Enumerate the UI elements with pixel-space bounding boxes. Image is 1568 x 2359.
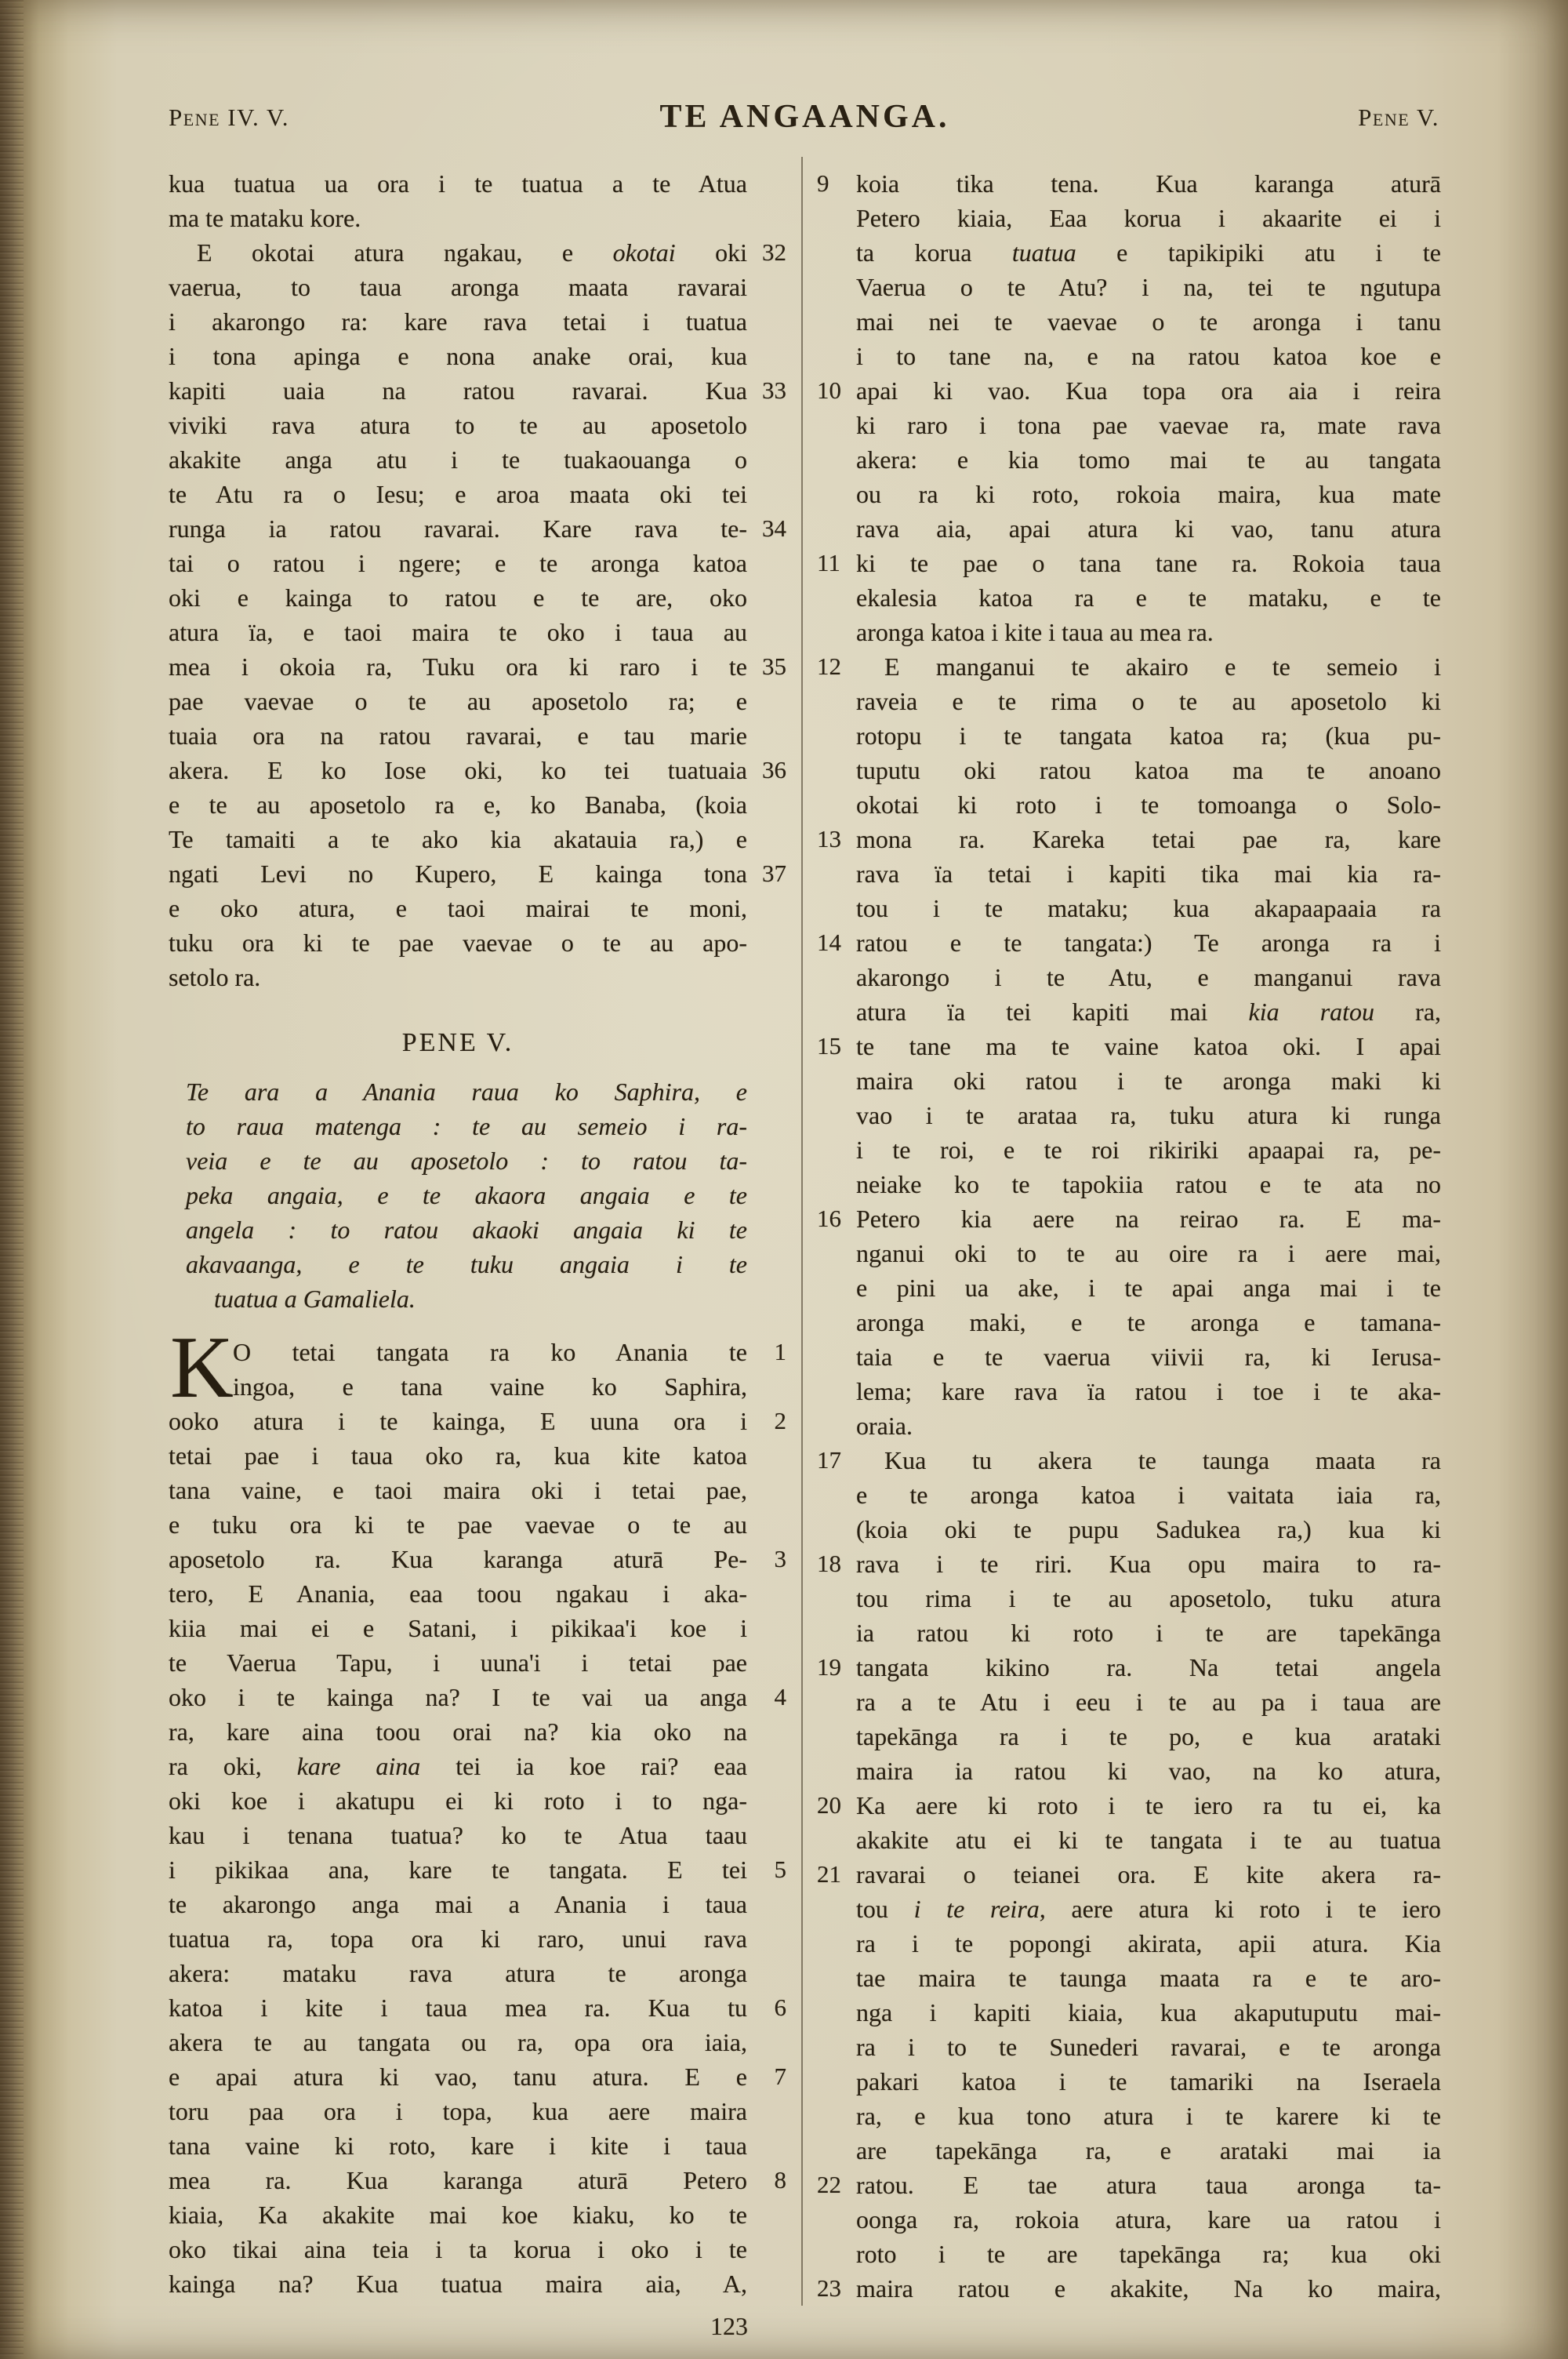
text-line bbox=[169, 1645, 788, 1680]
line-text: te tane ma te vaine katoa oki. I apai bbox=[856, 1032, 1441, 1060]
page-number: 123 bbox=[710, 2312, 748, 2340]
line-text: tuputu oki ratou katoa ma te anoano bbox=[856, 756, 1441, 784]
line-text: akavaanga, e te tuku angaia i te bbox=[186, 1250, 747, 1278]
line-text: veia e te au aposetolo : to ratou ta- bbox=[186, 1147, 747, 1175]
chapter-text-block bbox=[169, 1319, 788, 2301]
line-text: ratou e te tangata:) Te aronga ra i bbox=[856, 929, 1441, 957]
line-text: koia tika tena. Kua karanga aturā bbox=[856, 169, 1441, 198]
line-text: oraia. bbox=[856, 1412, 913, 1440]
line-text: rava i te riri. Kua opu maira to ra- bbox=[856, 1550, 1441, 1578]
line-text: are tapekānga ra, e arataki mai ia bbox=[856, 2136, 1441, 2165]
text-line bbox=[169, 2266, 788, 2301]
text-line bbox=[815, 1857, 1441, 1892]
text-line bbox=[169, 1281, 788, 1316]
text-line bbox=[169, 1680, 788, 1714]
text-line bbox=[815, 787, 1441, 822]
line-text: mea i okoia ra, Tuku ora ki raro i te bbox=[169, 652, 747, 681]
line-text: tuatua a Gamaliela. bbox=[214, 1285, 416, 1313]
verse-number: 17 bbox=[817, 1446, 841, 1474]
line-text: pae vaevae o te au aposetolo ra; e bbox=[169, 687, 747, 715]
text-line bbox=[815, 1512, 1441, 1547]
line-text: ravarai o teianei ora. E kite akera ra- bbox=[856, 1860, 1441, 1888]
verse-number: 11 bbox=[817, 549, 840, 576]
text-line bbox=[169, 304, 788, 339]
line-text: ekalesia katoa ra e te mataku, e te bbox=[856, 583, 1441, 612]
text-line bbox=[815, 960, 1441, 994]
text-line bbox=[169, 1438, 788, 1473]
text-line bbox=[169, 615, 788, 649]
line-text: vao i te arataa ra, tuku atura ki runga bbox=[856, 1101, 1441, 1129]
text-line bbox=[815, 1374, 1441, 1408]
text-line bbox=[169, 2197, 788, 2232]
line-text: peka angaia, e te akaora angaia e te bbox=[186, 1181, 747, 1209]
text-line bbox=[169, 1818, 788, 1852]
text-line bbox=[815, 270, 1441, 304]
line-text: ou ra ki roto, rokoia maira, kua mate bbox=[856, 480, 1441, 508]
line-text: i te roi, e te roi rikiriki apaapai ra, pe- bbox=[856, 1136, 1441, 1164]
line-text: katoa i kite i taua mea ra. Kua tu bbox=[169, 1994, 747, 2022]
line-text: roto i te are tapekānga ra; kua oki bbox=[856, 2240, 1441, 2268]
line-text: mai nei te vaevae o te aronga i tanu bbox=[856, 307, 1441, 336]
line-text: oko i te kainga na? I te vai ua anga bbox=[169, 1683, 747, 1711]
line-text: tana vaine ki roto, kare i kite i taua bbox=[169, 2132, 747, 2160]
text-line bbox=[815, 1270, 1441, 1305]
line-text: kapiti uaia na ratou ravarai. Kua bbox=[169, 376, 747, 405]
line-text: e oko atura, e taoi mairai te moni, bbox=[169, 894, 747, 922]
line-text: O tetai tangata ra ko Anania te bbox=[233, 1338, 747, 1366]
line-text: kainga na? Kua tuatua maira aia, A, bbox=[169, 2270, 747, 2298]
line-text: ngati Levi no Kupero, E kainga tona bbox=[169, 860, 747, 888]
text-line bbox=[815, 1754, 1441, 1788]
text-line bbox=[815, 477, 1441, 511]
verse-number: 12 bbox=[817, 652, 841, 680]
text-line bbox=[169, 1887, 788, 1921]
text-block bbox=[169, 166, 788, 235]
chapter-summary bbox=[169, 1074, 788, 1316]
text-line bbox=[815, 1650, 1441, 1685]
line-text: e pini ua ake, i te apai anga mai i te bbox=[856, 1274, 1441, 1302]
line-text: ratou. E tae atura taua aronga ta- bbox=[856, 2171, 1441, 2199]
line-text: Te tamaiti a te ako kia akatauia ra,) e bbox=[169, 825, 747, 853]
text-line bbox=[815, 684, 1441, 718]
text-line bbox=[815, 1201, 1441, 1236]
line-text: Ka aere ki roto i te iero ra tu ei, ka bbox=[856, 1791, 1441, 1819]
line-text: akarongo i te Atu, e manganui rava bbox=[856, 963, 1441, 991]
line-text: e te au aposetolo ra e, ko Banaba, (koia bbox=[169, 791, 747, 819]
text-line bbox=[169, 2094, 788, 2128]
text-line bbox=[169, 960, 788, 994]
text-line bbox=[169, 339, 788, 373]
line-text: nganui oki to te au oire ra i aere mai, bbox=[856, 1239, 1441, 1267]
line-text: neiake ko te tapokiia ratou e te ata no bbox=[856, 1170, 1441, 1198]
text-line bbox=[815, 2237, 1441, 2271]
text-line bbox=[815, 1063, 1441, 1098]
verse-number: 9 bbox=[817, 169, 829, 197]
line-text: ki raro i tona pae vaevae ra, mate rava bbox=[856, 411, 1441, 439]
text-line bbox=[169, 1542, 788, 1576]
text-line bbox=[169, 1990, 788, 2025]
line-text: maira ia ratou ki vao, na ko atura, bbox=[856, 1757, 1441, 1785]
text-line bbox=[815, 753, 1441, 787]
text-line bbox=[169, 1074, 788, 1109]
line-text: tero, E Anania, eaa toou ngakau i aka- bbox=[169, 1579, 747, 1608]
text-line bbox=[169, 822, 788, 856]
line-text: nga i kapiti kiaia, kua akaputuputu mai- bbox=[856, 1998, 1441, 2026]
text-line bbox=[169, 1212, 788, 1247]
line-text: ma te mataku kore. bbox=[169, 204, 361, 232]
running-head bbox=[169, 91, 1441, 133]
text-line bbox=[815, 1098, 1441, 1132]
text-line bbox=[815, 2202, 1441, 2237]
text-line bbox=[815, 235, 1441, 270]
text-line bbox=[169, 925, 788, 960]
verse-number: 34 bbox=[762, 514, 786, 542]
text-line bbox=[169, 1143, 788, 1178]
line-text: akera: e kia tomo mai te au tangata bbox=[856, 445, 1441, 474]
line-text: ingoa, e tana vaine ko Saphira, bbox=[233, 1372, 747, 1401]
line-text: lema; kare rava ïa ratou i toe i te aka- bbox=[856, 1377, 1441, 1405]
line-text: aronga maki, e te aronga e tamana- bbox=[856, 1308, 1441, 1336]
line-text: aronga katoa i kite i taua au mea ra. bbox=[856, 618, 1214, 646]
text-line bbox=[815, 649, 1441, 684]
verse-number: 22 bbox=[817, 2171, 841, 2198]
text-line bbox=[169, 787, 788, 822]
line-text: tou rima i te au aposetolo, tuku atura bbox=[856, 1584, 1441, 1612]
text-line bbox=[169, 1507, 788, 1542]
line-text: maira oki ratou i te aronga maki ki bbox=[856, 1067, 1441, 1095]
line-text: ra i te popongi akirata, apii atura. Kia bbox=[856, 1929, 1441, 1957]
text-line bbox=[815, 304, 1441, 339]
text-line bbox=[169, 1783, 788, 1818]
verse-number: 21 bbox=[817, 1860, 841, 1888]
line-text: tuku ora ki te pae vaevae o te au apo- bbox=[169, 929, 747, 957]
text-line bbox=[169, 1576, 788, 1611]
line-text: e tuku ora ki te pae vaevae o te au bbox=[169, 1510, 747, 1539]
line-text: kiaia, Ka akakite mai koe kiaku, ko te bbox=[169, 2201, 747, 2229]
text-block bbox=[169, 235, 788, 994]
line-text: ra, e kua tono atura i te karere ki te bbox=[856, 2102, 1441, 2130]
text-line bbox=[815, 2099, 1441, 2133]
text-line bbox=[169, 201, 788, 235]
line-text: mea ra. Kua karanga aturā Petero bbox=[169, 2166, 747, 2194]
text-line bbox=[169, 1404, 788, 1438]
text-line bbox=[815, 822, 1441, 856]
text-line bbox=[815, 856, 1441, 891]
text-line bbox=[815, 1408, 1441, 1443]
text-line bbox=[169, 1921, 788, 1956]
verse-number: 36 bbox=[762, 756, 786, 783]
text-line bbox=[169, 684, 788, 718]
line-text: angela : to ratou akaoki angaia ki te bbox=[186, 1216, 747, 1244]
line-text: akakite atu ei ki te tangata i te au tuatua bbox=[856, 1826, 1441, 1854]
text-line bbox=[815, 408, 1441, 442]
line-text: setolo ra. bbox=[169, 963, 261, 991]
line-text: ra i to te Sunederi ravarai, e te aronga bbox=[856, 2033, 1441, 2061]
verse-number: 16 bbox=[817, 1205, 841, 1232]
text-line bbox=[169, 2025, 788, 2059]
text-line bbox=[815, 1443, 1441, 1478]
verse-number: 2 bbox=[774, 1407, 786, 1434]
text-line bbox=[169, 1369, 788, 1404]
text-line bbox=[815, 891, 1441, 925]
line-text: ra oki, kare aina tei ia koe rai? eaa bbox=[169, 1752, 748, 1780]
verse-number: 37 bbox=[762, 860, 786, 887]
line-text: akera. E ko Iose oki, ko tei tuatuaia bbox=[169, 756, 747, 784]
text-line bbox=[815, 1029, 1441, 1063]
running-head-right: Pene V. bbox=[1358, 104, 1439, 131]
text-line bbox=[815, 1478, 1441, 1512]
verse-number: 3 bbox=[774, 1545, 786, 1572]
text-line bbox=[815, 1961, 1441, 1995]
right-column bbox=[815, 166, 1441, 2306]
line-text: viviki rava atura to te au aposetolo bbox=[169, 411, 747, 439]
line-text: ki te pae o tana tane ra. Rokoia taua bbox=[856, 549, 1441, 577]
verse-number: 6 bbox=[774, 1994, 786, 2021]
line-text: aposetolo ra. Kua karanga aturā Pe- bbox=[169, 1545, 747, 1573]
text-line bbox=[815, 1685, 1441, 1719]
text-line bbox=[169, 166, 788, 201]
line-text: (koia oki te pupu Sadukea ra,) kua ki bbox=[856, 1515, 1441, 1543]
text-line bbox=[169, 270, 788, 304]
line-text: Vaerua o te Atu? i na, tei te ngutupa bbox=[856, 273, 1441, 301]
text-line bbox=[169, 891, 788, 925]
text-line bbox=[815, 580, 1441, 615]
chapter-heading: PENE V. bbox=[401, 1028, 514, 1057]
left-column bbox=[169, 166, 788, 2301]
text-line bbox=[815, 1926, 1441, 1961]
text-line bbox=[169, 1956, 788, 1990]
text-line bbox=[169, 511, 788, 546]
text-line bbox=[169, 235, 788, 270]
line-text: rava ïa tetai i kapiti tika mai kia ra- bbox=[856, 860, 1441, 888]
text-block bbox=[815, 166, 1441, 2306]
line-text: ia ratou ki roto i te are tapekānga bbox=[856, 1619, 1441, 1647]
text-line bbox=[815, 2168, 1441, 2202]
text-line bbox=[815, 442, 1441, 477]
text-line bbox=[169, 1714, 788, 1749]
text-line bbox=[169, 373, 788, 408]
line-text: maira ratou e akakite, Na ko maira, bbox=[856, 2274, 1441, 2303]
line-text: Te ara a Anania raua ko Saphira, e bbox=[186, 1078, 747, 1106]
line-text: mona ra. Kareka tetai pae ra, kare bbox=[856, 825, 1441, 853]
line-text: rava aia, apai atura ki vao, tanu atura bbox=[856, 514, 1441, 543]
line-text: te akarongo anga mai a Anania i taua bbox=[169, 1890, 747, 1918]
text-line bbox=[169, 1611, 788, 1645]
line-text: Petero kiaia, Eaa korua i akaarite ei i bbox=[856, 204, 1441, 232]
verse-number: 35 bbox=[762, 652, 786, 680]
verse-number: 15 bbox=[817, 1032, 841, 1060]
text-line bbox=[169, 442, 788, 477]
text-line bbox=[169, 408, 788, 442]
text-line bbox=[169, 1109, 788, 1143]
text-line bbox=[815, 339, 1441, 373]
text-line bbox=[815, 1339, 1441, 1374]
line-text: ta korua tuatua e tapikipiki atu i te bbox=[856, 238, 1442, 267]
text-line bbox=[815, 2064, 1441, 2099]
text-line bbox=[815, 1995, 1441, 2030]
line-text: raveia e te rima o te au aposetolo ki bbox=[856, 687, 1441, 715]
line-text: tana vaine, e taoi maira oki i tetai pae, bbox=[169, 1476, 747, 1504]
verse-number: 7 bbox=[774, 2063, 786, 2090]
text-line bbox=[815, 2271, 1441, 2306]
text-line bbox=[815, 1892, 1441, 1926]
line-text: vaerua, to taua aronga maata ravarai bbox=[169, 273, 747, 301]
line-text: tae maira te taunga maata ra e te aro- bbox=[856, 1964, 1441, 1992]
text-line bbox=[169, 1473, 788, 1507]
line-text: tai o ratou i ngere; e te aronga katoa bbox=[169, 549, 747, 577]
text-line bbox=[815, 1788, 1441, 1823]
running-head-left: Pene IV. V. bbox=[169, 104, 290, 131]
verse-number: 5 bbox=[774, 1856, 786, 1883]
line-text: e apai atura ki vao, tanu atura. E e bbox=[169, 2063, 747, 2091]
line-text: te Vaerua Tapu, i uuna'i i tetai pae bbox=[169, 1648, 747, 1677]
verse-number: 13 bbox=[817, 825, 841, 852]
line-text: okotai ki roto i te tomoanga o Solo- bbox=[856, 791, 1441, 819]
text-line bbox=[815, 1132, 1441, 1167]
line-text: kua tuatua ua ora i te tuatua a te Atua bbox=[169, 169, 747, 198]
text-line bbox=[815, 546, 1441, 580]
line-text: ra a te Atu i eeu i te au pa i taua are bbox=[856, 1688, 1441, 1716]
line-text: tetai pae i taua oko ra, kua kite katoa bbox=[169, 1441, 747, 1470]
text-line bbox=[169, 2128, 788, 2163]
line-text: oko tikai aina teia i ta korua i oko i te bbox=[169, 2235, 747, 2263]
line-text: tuatua ra, topa ora ki raro, unui rava bbox=[169, 1925, 747, 1953]
line-text: tuaia ora na ratou ravarai, e tau marie bbox=[169, 722, 747, 750]
line-text: oki e kainga to ratou e te are, oko bbox=[169, 583, 747, 612]
line-text: apai ki vao. Kua topa ora aia i reira bbox=[856, 376, 1441, 405]
page-title: TE ANGAANGA. bbox=[659, 99, 950, 135]
text-line bbox=[815, 511, 1441, 546]
text-line bbox=[169, 2059, 788, 2094]
line-text: tou i te reira, aere atura ki roto i te iero bbox=[856, 1895, 1442, 1923]
line-text: ooko atura i te kainga, E uuna ora i bbox=[169, 1407, 747, 1435]
text-line bbox=[815, 2133, 1441, 2168]
line-text: runga ia ratou ravarai. Kare rava te- bbox=[169, 514, 747, 543]
text-line bbox=[815, 201, 1441, 235]
line-text: Kua tu akera te taunga maata ra bbox=[884, 1446, 1441, 1474]
line-text: te Atu ra o Iesu; e aroa maata oki tei bbox=[169, 480, 747, 508]
verse-number: 14 bbox=[817, 929, 841, 956]
line-text: atura ïa, e taoi maira te oko i taua au bbox=[169, 618, 747, 646]
line-text: ra, kare aina toou orai na? kia oko na bbox=[169, 1717, 747, 1746]
text-line bbox=[815, 1547, 1441, 1581]
text-line bbox=[815, 166, 1441, 201]
verse-number: 1 bbox=[774, 1338, 786, 1365]
line-text: toru paa ora i topa, kua aere maira bbox=[169, 2097, 747, 2125]
column-divider-rule bbox=[801, 157, 803, 2306]
line-text: i tona apinga e nona anake orai, kua bbox=[169, 342, 747, 370]
line-text: kau i tenana tuatua? ko te Atua taau bbox=[169, 1821, 747, 1849]
text-line bbox=[169, 546, 788, 580]
text-line bbox=[169, 2163, 788, 2197]
line-text: oonga ra, rokoia atura, kare ua ratou i bbox=[856, 2205, 1441, 2234]
text-line bbox=[169, 1247, 788, 1281]
line-text: tangata kikino ra. Na tetai angela bbox=[856, 1653, 1441, 1681]
line-text: akera te au tangata ou ra, opa ora iaia, bbox=[169, 2028, 747, 2056]
verse-number: 19 bbox=[817, 1653, 841, 1681]
verse-number: 33 bbox=[762, 376, 786, 404]
text-line bbox=[169, 1749, 788, 1783]
line-text: to raua matenga : te au semeio i ra- bbox=[186, 1112, 747, 1140]
text-line bbox=[169, 477, 788, 511]
text-line bbox=[815, 718, 1441, 753]
line-text: i to tane na, e na ratou katoa koe e bbox=[856, 342, 1441, 370]
line-text: rotopu i te tangata katoa ra; (kua pu- bbox=[856, 722, 1441, 750]
text-line bbox=[815, 2030, 1441, 2064]
text-line bbox=[815, 925, 1441, 960]
text-line bbox=[815, 994, 1441, 1029]
verse-number: 23 bbox=[817, 2274, 841, 2302]
verse-number: 8 bbox=[774, 2166, 786, 2194]
line-text: kiia mai ei e Satani, i pikikaa'i koe i bbox=[169, 1614, 747, 1642]
line-text: E manganui te akairo e te semeio i bbox=[884, 652, 1441, 681]
text-line bbox=[815, 1616, 1441, 1650]
text-line bbox=[815, 615, 1441, 649]
text-line bbox=[169, 1852, 788, 1887]
text-line bbox=[815, 1719, 1441, 1754]
line-text: taia e te vaerua viivii ra, ki Ierusa- bbox=[856, 1343, 1441, 1371]
verse-number: 4 bbox=[774, 1683, 786, 1710]
text-line bbox=[815, 1236, 1441, 1270]
line-text: i pikikaa ana, kare te tangata. E tei bbox=[169, 1856, 747, 1884]
line-text: E okotai atura ngakau, e okotai oki bbox=[197, 238, 748, 267]
verse-number: 10 bbox=[817, 376, 841, 404]
line-text: pakari katoa i te tamariki na Iseraela bbox=[856, 2067, 1441, 2095]
text-line bbox=[169, 856, 788, 891]
line-text: atura ïa tei kapiti mai kia ratou ra, bbox=[856, 998, 1442, 1026]
line-text: akakite anga atu i te tuakaouanga o bbox=[169, 445, 747, 474]
line-text: tapekānga ra i te po, e kua arataki bbox=[856, 1722, 1441, 1750]
text-line bbox=[169, 1335, 788, 1369]
text-line bbox=[169, 649, 788, 684]
text-line bbox=[815, 1581, 1441, 1616]
line-text: tou i te mataku; kua akapaapaaia ra bbox=[856, 894, 1441, 922]
text-line bbox=[169, 753, 788, 787]
line-text: Petero kia aere na reirao ra. E ma- bbox=[856, 1205, 1441, 1233]
text-line bbox=[815, 1823, 1441, 1857]
verse-number: 18 bbox=[817, 1550, 841, 1577]
text-line bbox=[169, 580, 788, 615]
text-line bbox=[815, 1305, 1441, 1339]
text-line bbox=[169, 718, 788, 753]
text-line bbox=[169, 1178, 788, 1212]
verse-number: 20 bbox=[817, 1791, 841, 1819]
text-line bbox=[169, 2232, 788, 2266]
line-text: oki koe i akatupu ei ki roto i to nga- bbox=[169, 1787, 747, 1815]
drop-cap-letter: K bbox=[170, 1319, 234, 1416]
book-spine-page-edges bbox=[0, 0, 24, 2359]
line-text: i akarongo ra: kare rava tetai i tuatua bbox=[169, 307, 747, 336]
line-text: akera: mataku rava atura te aronga bbox=[169, 1959, 747, 1987]
verse-number: 32 bbox=[762, 238, 786, 266]
text-line bbox=[815, 1167, 1441, 1201]
text-line bbox=[815, 373, 1441, 408]
line-text: e te aronga katoa i vaitata iaia ra, bbox=[856, 1481, 1441, 1509]
